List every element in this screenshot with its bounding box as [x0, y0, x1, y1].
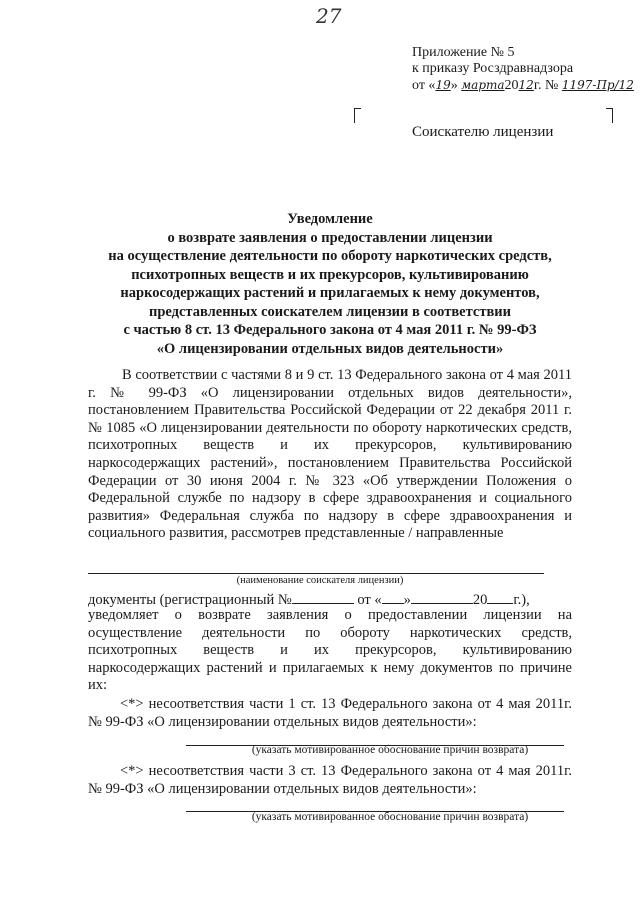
title-line: на осуществление деятельности по обороту наркотических средств, — [108, 248, 552, 264]
date-mid: » — [450, 78, 462, 93]
title-line: психотропных веществ и их прекурсоров, культивированию — [131, 266, 529, 283]
reason-2-caption: (указать мотивированное обоснование причин возврата) — [251, 811, 529, 823]
title-line: «О лицензировании отдельных видов деятельности» — [156, 340, 504, 357]
left-corner-mark — [354, 108, 361, 123]
reason-1-text: <*> несоответствия части 1 ст. 13 Федерального закона от 4 мая 2011г. № 99-ФЗ «О лицензировании отдельных видов деятельности»: — [88, 696, 572, 730]
date-month: марта — [461, 78, 505, 92]
title-line: Уведомление — [287, 211, 373, 227]
docs-year-pre: 20 — [472, 592, 488, 608]
day-blank — [382, 589, 404, 604]
appendix-line-2: к приказу Росздравнадзора — [412, 61, 574, 76]
reason-2-text: <*> несоответствия части 3 ст. 13 Федерального закона от 4 мая 2011г. № 99-ФЗ «О лицензировании отдельных видов деятельности»: — [88, 763, 572, 797]
title-line: о возврате заявления о предоставлении лицензии — [167, 229, 493, 246]
docs-prefix: документы (регистрационный № — [88, 592, 292, 608]
reason-1-caption: (указать мотивированное обоснование причин возврата) — [251, 744, 529, 756]
notify-paragraph: уведомляет о возврате заявления о предоставлении лицензии на осуществление деятельности по обороту наркотических средств, психотропных веществ и их прекурсоров, культивированию наркосодержащих растений и прилагаемых к нему документов по причине их: — [88, 607, 572, 694]
title-line: представленных соискателем лицензии в соответствии — [149, 303, 511, 320]
appendix-date-line — [412, 77, 634, 94]
intro-paragraph: В соответствии с частями 8 и 9 ст. 13 Федерального закона от 4 мая 2011 г. № 99-ФЗ «О лицензировании отдельных видов деятельности», постановлением Правительства Российской Федерации от 22 декабря 2011 г. № 1085 «О лицензировании деятельности по обороту наркотических средств, психотропных веществ и их прекурсоров, культивированию наркосодержащих растений», постановлением Правительства Российской Федерации от 30 июня 2004 г. № 323 «Об утверждении Положения о Федеральной службе по надзору в сфере здравоохранения и социального развития» Федеральная служба по надзору в сфере здравоохранения и социального развития, рассмотрев представленные / направленные — [88, 367, 572, 542]
date-prefix: от « — [412, 78, 436, 93]
date-year-pre: 20 — [504, 78, 519, 93]
document-title — [60, 210, 600, 358]
month-blank — [411, 589, 473, 604]
year-blank — [487, 589, 513, 604]
title-line: наркосодержащих растений и прилагаемых к нему документов, — [120, 285, 540, 301]
right-corner-mark — [606, 108, 613, 123]
reg-number-blank — [292, 589, 354, 604]
page-number: 27 — [316, 4, 342, 28]
recipient: Соискателю лицензии — [412, 124, 554, 140]
appendix-header — [412, 45, 634, 94]
title-line: с частью 8 ст. 13 Федерального закона от 4 мая 2011 г. № 99-ФЗ — [123, 322, 537, 338]
order-number: 1197-Пр/12 — [561, 78, 634, 92]
docs-quote-close: » — [403, 592, 411, 608]
appendix-line-1: Приложение № 5 — [412, 45, 515, 60]
applicant-caption: (наименование соискателя лицензии) — [236, 575, 404, 586]
date-day: 19 — [435, 78, 451, 92]
docs-from: от « — [357, 592, 382, 608]
applicant-name-blank — [88, 573, 544, 574]
date-year: 12 — [518, 78, 534, 92]
date-suffix: г. № — [533, 78, 559, 93]
docs-suffix: г.), — [513, 592, 530, 608]
